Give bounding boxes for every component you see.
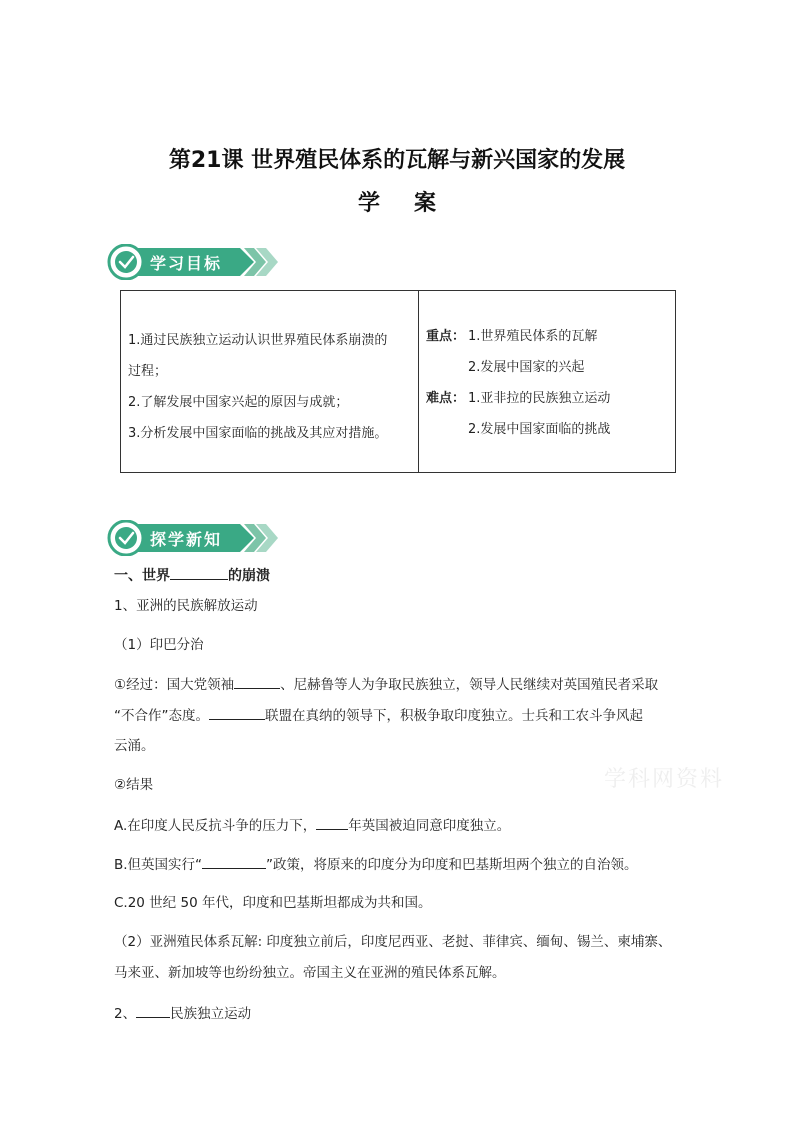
sub-heading: （1）印巴分治 — [114, 637, 204, 653]
section-header-goals — [106, 244, 278, 280]
check-icon — [106, 244, 146, 280]
goals-table — [120, 290, 676, 473]
heading-one — [114, 565, 684, 586]
fill-blank — [136, 1003, 170, 1018]
paragraph-line — [114, 815, 684, 836]
goal-line: 2.了解发展中国家兴起的原因与成就； — [128, 395, 349, 410]
item-heading: 1、亚洲的民族解放运动 — [114, 598, 258, 614]
text-run: 、尼赫鲁等人为争取民族独立，领导人民继续对英国殖民者采取 — [280, 677, 659, 693]
text-run: “不合作”态度。 — [114, 708, 209, 724]
item-heading — [114, 1003, 684, 1024]
section-header-new-knowledge — [106, 520, 278, 556]
fill-blank — [202, 854, 266, 869]
paragraph-line: 云涌。 — [114, 738, 155, 754]
goal-line: 过程； — [128, 364, 168, 379]
paragraph-line — [114, 854, 684, 875]
key-label: 重点： — [426, 329, 466, 344]
fill-blank — [234, 674, 280, 689]
text-run: ①经过：国大党领袖 — [114, 677, 235, 693]
table-divider — [418, 291, 419, 472]
text-run: 2、 — [114, 1006, 137, 1022]
difficult-point: 1.亚非拉的民族独立运动 — [468, 391, 611, 406]
fill-blank — [209, 705, 265, 720]
heading-text: 的崩溃 — [228, 568, 270, 584]
text-run: B.但英国实行“ — [114, 857, 203, 873]
text-run: 民族独立运动 — [170, 1006, 252, 1022]
text-run: 年英国被迫同意印度独立。 — [348, 818, 511, 834]
paragraph-line: 马来亚、新加坡等也纷纷独立。帝国主义在亚洲的殖民体系瓦解。 — [114, 965, 506, 981]
difficult-point: 2.发展中国家面临的挑战 — [468, 422, 611, 437]
check-icon — [106, 520, 146, 556]
fill-blank — [316, 815, 348, 830]
fill-blank — [170, 565, 228, 580]
text-run: 联盟在真纳的领导下，积极争取印度独立。士兵和工农斗争风起 — [265, 708, 643, 724]
section-header-label: 探学新知 — [150, 530, 223, 549]
key-difficult-points — [426, 321, 666, 445]
goal-line: 1.通过民族独立运动认识世界殖民体系崩溃的 — [128, 333, 388, 348]
paragraph-line: C.20 世纪 50 年代，印度和巴基斯坦都成为共和国。 — [114, 895, 432, 911]
section-header-label: 学习目标 — [150, 254, 223, 273]
key-point: 1.世界殖民体系的瓦解 — [468, 329, 598, 344]
paragraph-line — [114, 674, 684, 695]
sub-heading: ②结果 — [114, 777, 154, 793]
difficult-label: 难点： — [426, 391, 466, 406]
key-point: 2.发展中国家的兴起 — [468, 360, 585, 375]
document-title: 第21课 世界殖民体系的瓦解与新兴国家的发展 — [168, 148, 626, 173]
paragraph-line: （2）亚洲殖民体系瓦解: 印度独立前后，印度尼西亚、老挝、菲律宾、缅甸、锡兰、柬埔寨、 — [114, 934, 672, 950]
goals-list — [128, 325, 412, 449]
goal-line: 3.分析发展中国家面临的挑战及其应对措施。 — [128, 426, 388, 441]
watermark: 学科网资料 — [604, 767, 725, 792]
paragraph-line — [114, 705, 684, 726]
document-subtitle: 学案 — [357, 191, 470, 216]
text-run: A.在印度人民反抗斗争的压力下， — [114, 818, 317, 834]
heading-text: 一、世界 — [114, 568, 170, 584]
text-run: ”政策，将原来的印度分为印度和巴基斯坦两个独立的自治领。 — [266, 857, 638, 873]
